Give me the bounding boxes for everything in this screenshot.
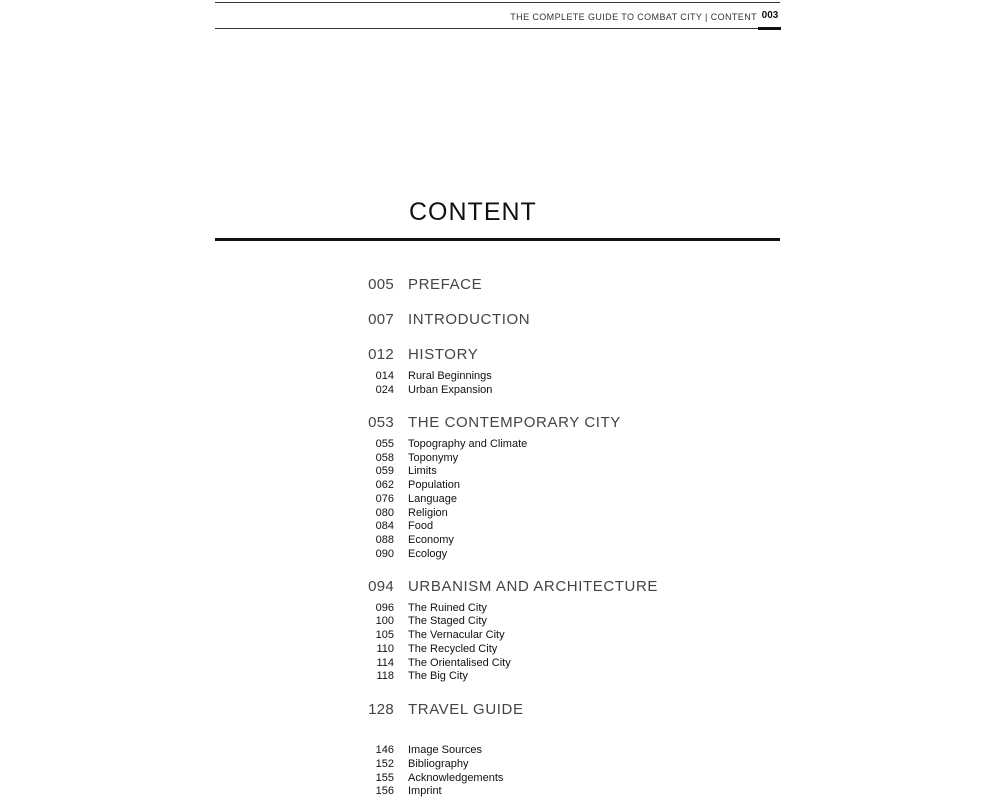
toc-entry-title: Bibliography	[408, 758, 469, 770]
header-top-rule	[215, 2, 780, 3]
toc-entry-title: The Vernacular City	[408, 629, 505, 641]
running-header-title: THE COMPLETE GUIDE TO COMBAT CITY | CONTENT	[510, 12, 757, 22]
toc-entry-page: 088	[375, 534, 394, 546]
toc-entry-title: The Staged City	[408, 615, 487, 627]
toc-entry-title: Acknowledgements	[408, 772, 504, 784]
toc-entry-title: Limits	[408, 465, 437, 477]
toc-section-title: URBANISM AND ARCHITECTURE	[408, 578, 659, 595]
toc-entry-title: Rural Beginnings	[408, 370, 492, 382]
toc-section-page: 053	[368, 414, 394, 431]
page-number-bar	[758, 27, 781, 30]
page-title: CONTENT	[409, 198, 537, 226]
toc-entry-page: 156	[375, 785, 394, 797]
toc-entry-page: 100	[375, 615, 394, 627]
toc-entry-page: 059	[375, 465, 394, 477]
toc-entry-page: 058	[375, 452, 394, 464]
toc-section-title: PREFACE	[408, 276, 483, 293]
toc-section-page: 005	[368, 276, 394, 293]
toc-entry-title: Population	[408, 479, 460, 491]
header-bottom-rule	[215, 28, 780, 29]
toc-section-page: 094	[368, 578, 394, 595]
toc-entry-page: 090	[375, 548, 394, 560]
toc-section-title: HISTORY	[408, 346, 479, 363]
toc-entry-page: 110	[376, 643, 394, 655]
page-number: 003	[761, 10, 779, 21]
toc-entry-title: The Orientalised City	[408, 657, 511, 669]
toc-entry-title: The Big City	[408, 670, 468, 682]
toc-entry-title: Toponymy	[408, 452, 459, 464]
title-rule	[215, 238, 780, 241]
toc-entry-title: The Ruined City	[408, 602, 487, 614]
toc-section-page: 128	[368, 701, 394, 718]
toc-entry-title: Urban Expansion	[408, 384, 493, 396]
toc-entry-page: 084	[375, 520, 394, 532]
toc-entry-page: 024	[375, 384, 394, 396]
toc-entry-title: The Recycled City	[408, 643, 498, 655]
toc-entry-page: 146	[375, 744, 394, 756]
toc-entry-page: 118	[376, 670, 394, 682]
toc-section-page: 007	[368, 311, 394, 328]
toc-entry-page: 096	[375, 602, 394, 614]
toc-entry-page: 076	[375, 493, 394, 505]
toc-section-title: INTRODUCTION	[408, 311, 531, 328]
toc-entry-title: Language	[408, 493, 457, 505]
toc-entry-page: 155	[375, 772, 394, 784]
toc-entry-title: Topography and Climate	[408, 438, 528, 450]
toc-entry-page: 062	[375, 479, 394, 491]
toc-entry-page: 114	[376, 657, 394, 669]
toc-entry-title: Imprint	[408, 785, 442, 797]
toc-section-title: THE CONTEMPORARY CITY	[408, 414, 621, 431]
toc-entry-title: Food	[408, 520, 434, 532]
toc-entry-page: 080	[375, 507, 394, 519]
toc-entry-title: Economy	[408, 534, 454, 546]
toc-entry-title: Religion	[408, 507, 448, 519]
toc-entry-page: 055	[375, 438, 394, 450]
toc-entry-title: Image Sources	[408, 744, 482, 756]
toc-entry-page: 014	[375, 370, 394, 382]
toc-entry-title: Ecology	[408, 548, 448, 560]
toc-section-title: TRAVEL GUIDE	[408, 701, 524, 718]
toc-section-page: 012	[368, 346, 394, 363]
toc-entry-page: 152	[375, 758, 394, 770]
toc-entry-page: 105	[375, 629, 394, 641]
